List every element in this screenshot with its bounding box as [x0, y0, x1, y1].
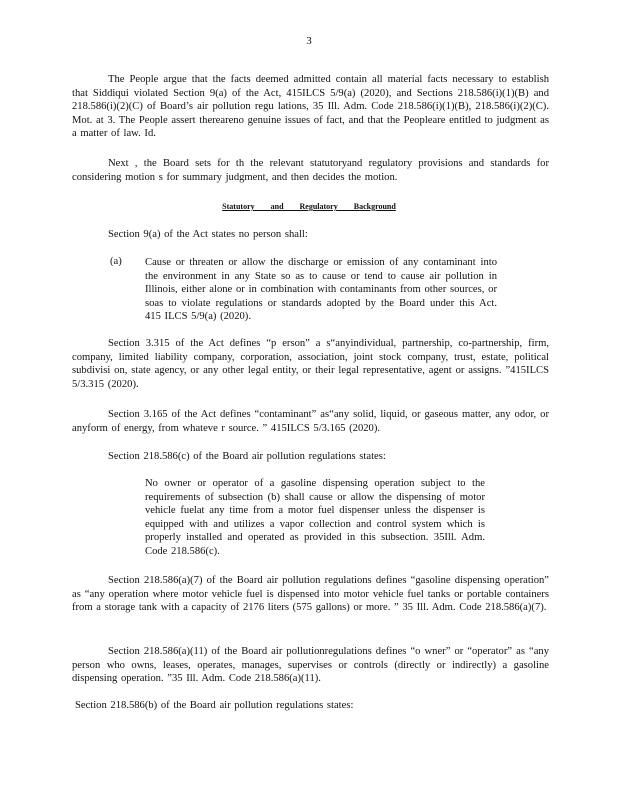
paragraph-section-218-586b: Section 218.586(b) of the Board air pollution regulations states:: [75, 700, 354, 711]
list-item-text: Cause or threaten or allow the discharge or emission of any contaminant into the environment in any State so as to cause or tend to cause air pollution in Illinois, either alone or in combination with contaminants from other sources, or soas to violate regulations or standards adopted by the Board under this Act. 415 ILCS 5/9(a) (2020).: [145, 257, 497, 323]
section-heading: Statutory and Regulatory Background: [222, 202, 396, 211]
paragraph-summary-judgment-argument: The People argue that the facts deemed admitted contain all material facts necessary to establish that Siddiqui violated Section 9(a) of the Act, 415ILCS 5/9(a) (2020), and Sections 218.586(i)(1)(B) and 218.586(i)(2)(C) of Board’s air pollution regu lations, 35 Ill. Adm. Code 218.586(i)(1)(B), 218.586(i)(2)(C). Mot. at 3. The People assert thereareno genuine issues of fact, and that the Peopleare entitled to judgment as a matter of law. Id.: [72, 74, 549, 140]
paragraph-board-intro: Next , the Board sets for th the relevant statutoryand regulatory provisions and standards for considering motion s for summary judgment, and then decides the motion.: [72, 158, 549, 183]
paragraph-owner-operator-definition: Section 218.586(a)(11) of the Board air pollutionregulations defines “o wner” or “operator” as “any person who owns, leases, operates, manages, supervises or controls (directly or indirectly) a gasoline dispensing operation. ”35 Ill. Adm. Code 218.586(a)(11).: [72, 646, 549, 685]
page-number: 3: [306, 35, 312, 47]
list-item-label: (a): [110, 256, 122, 267]
paragraph-section-9a: Section 9(a) of the Act states no person shall:: [108, 229, 308, 240]
paragraph-gasoline-dispensing-definition: Section 218.586(a)(7) of the Board air pollution regulations defines “gasoline dispensing operation” as “any operation where motor vehicle fuel is dispensed into motor vehicle fuel tanks or portable containers from a storage tank with a capacity of 2176 liters (575 gallons) or more. ” 35 Ill. Adm. Code 218.586(a)(7).: [72, 575, 549, 614]
paragraph-contaminant-definition: Section 3.165 of the Act defines “contaminant” as“any solid, liquid, or gaseous matter, any odor, or anyform of energy, from whateve r source. ” 415ILCS 5/3.165 (2020).: [72, 409, 549, 434]
paragraph-person-definition: Section 3.315 of the Act defines “p erson” a s“anyindividual, partnership, co-partnership, firm, company, limited liability company, corporation, association, joint stock company, trust, estate, political subdivisi on, state agency, or any other legal entity, or their legal representative, agent or assigns. ”415ILCS 5/3.315 (2020).: [72, 338, 549, 390]
block-quote: No owner or operator of a gasoline dispensing operation subject to the requirements of subsection (b) shall cause or allow the dispensing of motor vehicle fuelat any time from a motor fuel dispenser unless the dispenser is equipped with and utilizes a vapor collection and control system which is properly installed and operated as provided in this subsection. 35Ill. Adm. Code 218.586(c).: [145, 478, 485, 557]
paragraph-section-218-586c: Section 218.586(c) of the Board air pollution regulations states:: [108, 451, 386, 462]
